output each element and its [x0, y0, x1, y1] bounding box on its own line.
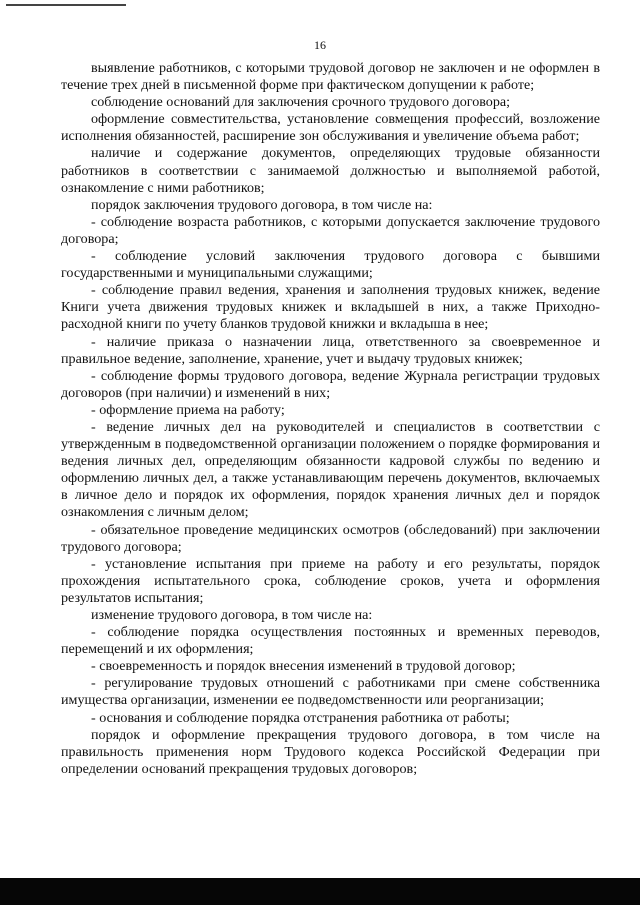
document-body	[61, 60, 600, 778]
scan-edge-mark	[6, 4, 126, 6]
paragraph: соблюдение оснований для заключения срочного трудового договора;	[91, 94, 511, 111]
paragraph: - соблюдение формы трудового договора, ведение Журнала регистрации трудовых договоров (при наличии) и изменений в них;	[61, 367, 600, 401]
paragraph: - ведение личных дел на руководителей и специалистов в соответствии с утвержденным в подведомственной организации положением о порядке формирования и ведения личных дел, определяющим обязанности кадровой службы по ведению и оформлению личных дел, а также устанавливающим перечень документов, включаемых в личное дело и порядок их оформления, порядок хранения личных дел и порядок ознакомления с личным делом;	[61, 418, 600, 521]
page-number: 16	[314, 38, 326, 52]
paragraph: - соблюдение правил ведения, хранения и заполнения трудовых книжек, ведение Книги учета движения трудовых книжек и вкладышей в них, а также Приходно-расходной книги по учету бланков трудовой книжки и вкладыша в нее;	[61, 282, 600, 333]
paragraph: - соблюдение порядка осуществления постоянных и временных переводов, перемещений и их оформления;	[61, 624, 600, 658]
paragraph: наличие и содержание документов, определяющих трудовые обязанности работников в соответствии с занимаемой должностью и выполняемой работой, ознакомление с ними работников;	[61, 145, 600, 196]
paragraph: - оформление приема на работу;	[91, 401, 285, 418]
paragraph: изменение трудового договора, в том числе на:	[91, 607, 373, 623]
paragraph: выявление работников, с которыми трудовой договор не заключен и не оформлен в течение трех дней в письменной форме при фактическом допущении к работе;	[61, 60, 600, 94]
paragraph: оформление совместительства, установление совмещения профессий, возложение исполнения обязанностей, расширение зон обслуживания и увеличение объема работ;	[61, 111, 600, 145]
scan-bottom-border	[0, 878, 640, 905]
paragraph: порядок и оформление прекращения трудового договора, в том числе на правильность применения норм Трудового кодекса Российской Федерации при определении оснований прекращения трудовых договоров;	[61, 726, 600, 777]
paragraph: - соблюдение условий заключения трудового договора с бывшими государственными и муниципальными служащими;	[61, 248, 600, 282]
paragraph: - основания и соблюдение порядка отстранения работника от работы;	[91, 709, 510, 726]
paragraph: - своевременность и порядок внесения изменений в трудовой договор;	[91, 658, 516, 675]
paragraph: - наличие приказа о назначении лица, ответственного за своевременное и правильное ведение, заполнение, хранение, учет и выдачу трудовых книжек;	[61, 333, 600, 367]
paragraph: - обязательное проведение медицинских осмотров (обследований) при заключении трудового договора;	[61, 521, 600, 555]
paragraph: - соблюдение возраста работников, с которыми допускается заключение трудового договора;	[61, 213, 600, 247]
paragraph: порядок заключения трудового договора, в том числе на:	[91, 196, 433, 213]
paragraph: - регулирование трудовых отношений с работниками при смене собственника имущества организации, изменении ее подведомственности или реорганизации;	[61, 675, 600, 709]
paragraph: - установление испытания при приеме на работу и его результаты, порядок прохождения испытательного срока, соблюдение сроков, учета и оформления результатов испытания;	[61, 555, 600, 606]
